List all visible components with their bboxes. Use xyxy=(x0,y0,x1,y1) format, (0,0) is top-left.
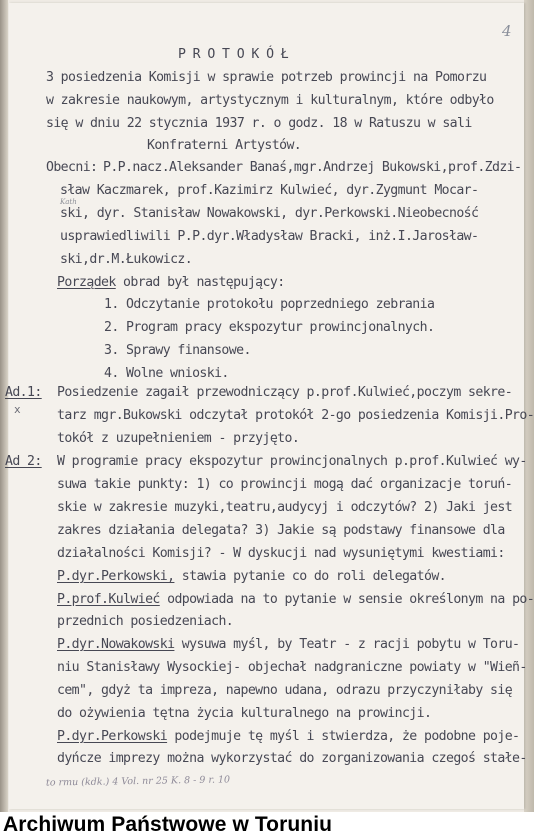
speaker-paragraph xyxy=(57,592,534,607)
speaker-paragraph xyxy=(57,569,446,584)
present-line: ski, dyr. Stanisław Nowakowski, dyr.Perkowski.Nieobecność xyxy=(60,206,479,221)
speaker-text-line: cem", gdyż ta impreza, napewno udana, odrazu przyczyniłaby się xyxy=(57,683,513,698)
agenda-label: Porządek xyxy=(57,275,116,290)
agenda-item: 3. Sprawy finansowe. xyxy=(104,343,251,358)
archive-label: Archiwum Państwowe w Toruniu xyxy=(3,813,333,836)
ad2-label: Ad 2: xyxy=(5,454,42,469)
speaker-text: podejmuje tę myśl i stwierdza, że podobne poje- xyxy=(167,729,520,744)
ad1-line: Posiedzenie zagaił przewodniczący p.prof.Kulwieć,poczym sekre- xyxy=(57,385,513,400)
ad1-label: Ad.1: xyxy=(5,385,42,400)
ad1-line: tarz mgr.Bukowski odczytał protokół 2-go posiedzenia Komisji.Pro- xyxy=(57,408,534,423)
agenda-item: 4. Wolne wnioski. xyxy=(104,366,229,381)
agenda-item: 1. Odczytanie protokołu poprzedniego zebrania xyxy=(104,297,435,312)
speaker-text: odpowiada na to pytanie w sensie określonym na po- xyxy=(159,592,534,607)
speaker-name: P.dyr.Perkowski, xyxy=(57,569,175,584)
ad2-line: zakres działania delegata? 3) Jakie są podstawy finansowe dla xyxy=(57,523,505,538)
speaker-name: P.dyr.Perkowski xyxy=(57,729,168,744)
speaker-paragraph xyxy=(57,729,519,744)
speaker-text-line: dyńcze imprezy można wykorzystać do zorganizowania czegoś stałe- xyxy=(57,751,527,766)
agenda-heading xyxy=(57,275,285,290)
speaker-name: P.dyr.Nowakowski xyxy=(57,637,175,652)
document-title: P R O T O K Ó Ł xyxy=(178,47,289,62)
page-edge xyxy=(524,0,534,812)
speaker-name: P.prof.Kulwieć xyxy=(57,592,160,607)
binding-edge xyxy=(0,0,8,812)
intro-line: Konfraterni Artystów. xyxy=(147,138,302,153)
speaker-text: stawia pytanie co do roli delegatów. xyxy=(174,569,447,584)
present-label: Obecni: xyxy=(46,160,98,175)
intro-line: w zakresie naukowym, artystycznym i kulturalnym, które odbyło xyxy=(46,93,494,108)
ad2-line: działalności Komisji? - W dyskucji nad wysuniętymi kwestiami: xyxy=(57,546,505,561)
speaker-paragraph xyxy=(57,637,519,652)
speaker-text-line: niu Stanisławy Wysockiej- objechał nadgraniczne powiaty w "Wieñ- xyxy=(57,660,527,675)
ad1-line: tokół z uzupełnieniem - przyjęto. xyxy=(57,431,300,446)
agenda-item: 2. Program pracy ekspozytur prowincjonalnych. xyxy=(104,320,435,335)
archival-pencil-note: to rmu (kdk.) 4 Vol. nr 25 K. 8 - 9 r. 10 xyxy=(45,774,231,789)
intro-line: się w dniu 22 stycznia 1937 r. o godz. 18 w Ratuszu w sali xyxy=(46,116,472,131)
ad2-line: skie w zakresie muzyki,teatru,audycyj i odczytów? 2) Jaki jest xyxy=(57,500,513,515)
present-line: P.P.nacz.Aleksander Banaś,mgr.Andrzej Bukowski,prof.Zdzi- xyxy=(103,160,522,175)
speaker-text: wysuwa myśl, by Teatr - z racji pobytu w Toru- xyxy=(174,637,520,652)
present-line: ski,dr.M.Łukowicz. xyxy=(60,252,193,267)
intro-line: 3 posiedzenia Komisji w sprawie potrzeb prowincji na Pomorzu xyxy=(46,70,487,85)
agenda-intro: obrad był następujący: xyxy=(115,275,285,290)
ad2-line: suwa takie punkty: 1) co prowincji mogą dać organizacje toruń- xyxy=(57,477,513,492)
present-line: usprawiedliwili P.P.dyr.Władysław Bracki, inż.I.Jarosław- xyxy=(60,229,479,244)
speaker-text-line: do ożywienia tętna życia kulturalnego na prowincji. xyxy=(57,706,432,721)
margin-mark: x xyxy=(14,403,21,416)
pencil-annotation: Kath xyxy=(60,198,77,206)
ad2-line: W programie pracy ekspozytur prowincjonalnych p.prof.Kulwieć wy- xyxy=(57,454,527,469)
present-line: sław Kaczmarek, prof.Kazimirz Kulwieć, dyr.Zygmunt Mocar- xyxy=(60,183,479,198)
speaker-text-line: przednich posiedzeniach. xyxy=(57,614,234,629)
page-number: 4 xyxy=(502,22,512,40)
